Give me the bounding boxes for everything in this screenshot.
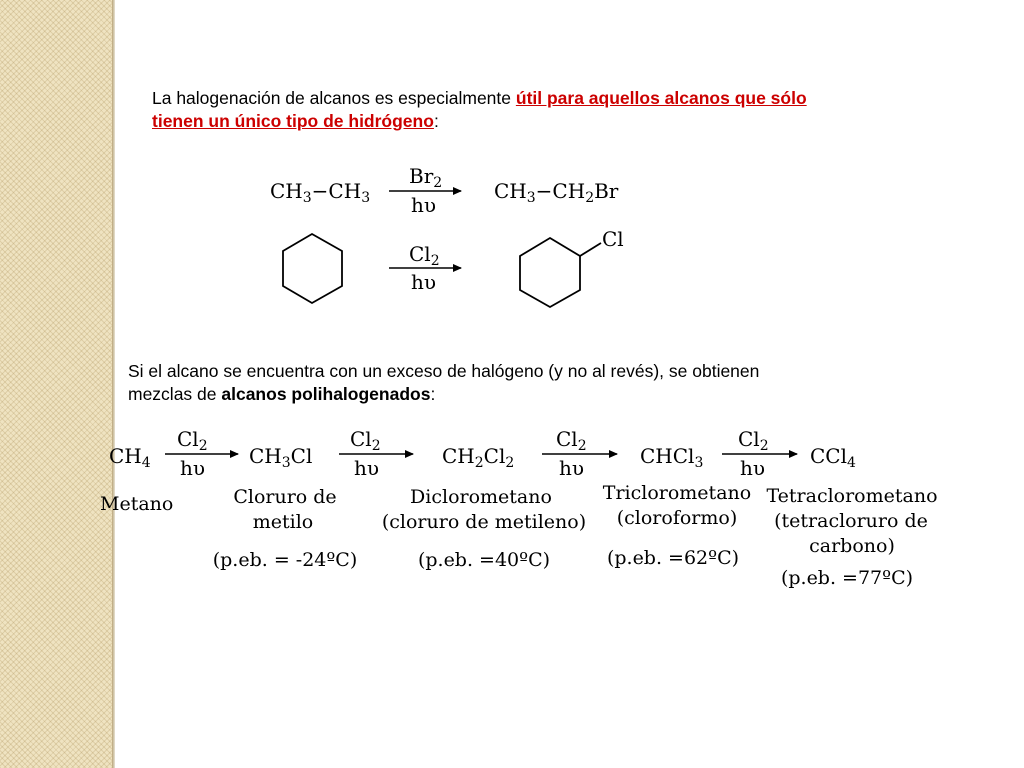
carbon-tetrachloride-formula: CCl$_4$ xyxy=(810,444,856,471)
ethane-formula: $CH_3-CH_3$ xyxy=(270,179,371,206)
excess-line-2-bold: alcanos polihalogenados xyxy=(221,384,431,404)
r2-reagent: $Cl_2$ xyxy=(409,242,440,269)
chain-condition-1: hυ xyxy=(180,456,206,480)
bromoethane-formula: $CH_3-CH_2Br$ xyxy=(494,179,619,206)
methane-formula: $CH_4$ xyxy=(109,444,151,471)
chain-reagent-2: $Cl_2$ xyxy=(350,427,381,454)
chloromethane-formula: $CH_3Cl$ xyxy=(249,444,313,471)
methane-name: Metano xyxy=(100,493,174,515)
carbon-tetrachloride-name-1: Tetraclorometano xyxy=(766,485,938,507)
chloromethane-bp: (p.eb. = -24ºC) xyxy=(212,549,358,571)
intro-highlight-2: tienen un único tipo de hidrógeno xyxy=(152,111,434,131)
intro-colon: : xyxy=(433,111,439,131)
chlorocyclohexane-ring xyxy=(520,238,580,307)
dichloromethane-name-2: (cloruro de metileno) xyxy=(381,511,587,533)
dichloromethane-bp: (p.eb. =40ºC) xyxy=(417,549,551,571)
carbon-tetrachloride-name-3: carbono) xyxy=(809,535,895,557)
chain-condition-2: hυ xyxy=(354,456,380,480)
carbon-tetrachloride-bp: (p.eb. =77ºC) xyxy=(780,567,914,589)
excess-line-2a: mezclas de xyxy=(128,384,222,404)
chloroform-name-1: Triclorometano xyxy=(602,482,752,504)
r1-condition: hυ xyxy=(411,193,437,217)
r1-reagent: $Br_2$ xyxy=(409,164,443,191)
chain-reagent-1: $Cl_2$ xyxy=(177,427,208,454)
dichloromethane-formula: $CH_2Cl_2$ xyxy=(442,444,515,471)
chain-reagent-4: $Cl_2$ xyxy=(738,427,769,454)
chain-condition-3: hυ xyxy=(559,456,585,480)
chloro-substituent: Cl xyxy=(602,227,624,251)
cyclohexane-ring xyxy=(283,234,342,303)
chloroform-name-2: (cloroformo) xyxy=(616,507,738,529)
chloroform-bp: (p.eb. =62ºC) xyxy=(606,547,740,569)
chloromethane-name-1: Cloruro de xyxy=(233,486,337,508)
excess-paragraph xyxy=(128,360,759,406)
dichloromethane-name-1: Diclorometano xyxy=(410,486,552,508)
r2-condition: hυ xyxy=(411,270,437,294)
chain-condition-4: hυ xyxy=(740,456,766,480)
intro-text: La halogenación de alcanos es especialmente xyxy=(152,88,516,108)
intro-highlight-1: útil para aquellos alcanos que sólo xyxy=(515,88,807,108)
chain-reagent-3: $Cl_2$ xyxy=(556,427,587,454)
excess-line-2-colon: : xyxy=(430,384,436,404)
excess-line-1: Si el alcano se encuentra con un exceso de halógeno (y no al revés), se obtienen xyxy=(128,361,760,381)
carbon-tetrachloride-name-2: (tetracloruro de xyxy=(774,510,928,532)
chloroform-formula: CHCl$_3$ xyxy=(640,444,704,471)
c-cl-bond xyxy=(580,243,601,256)
chloromethane-name-2: metilo xyxy=(252,511,314,533)
